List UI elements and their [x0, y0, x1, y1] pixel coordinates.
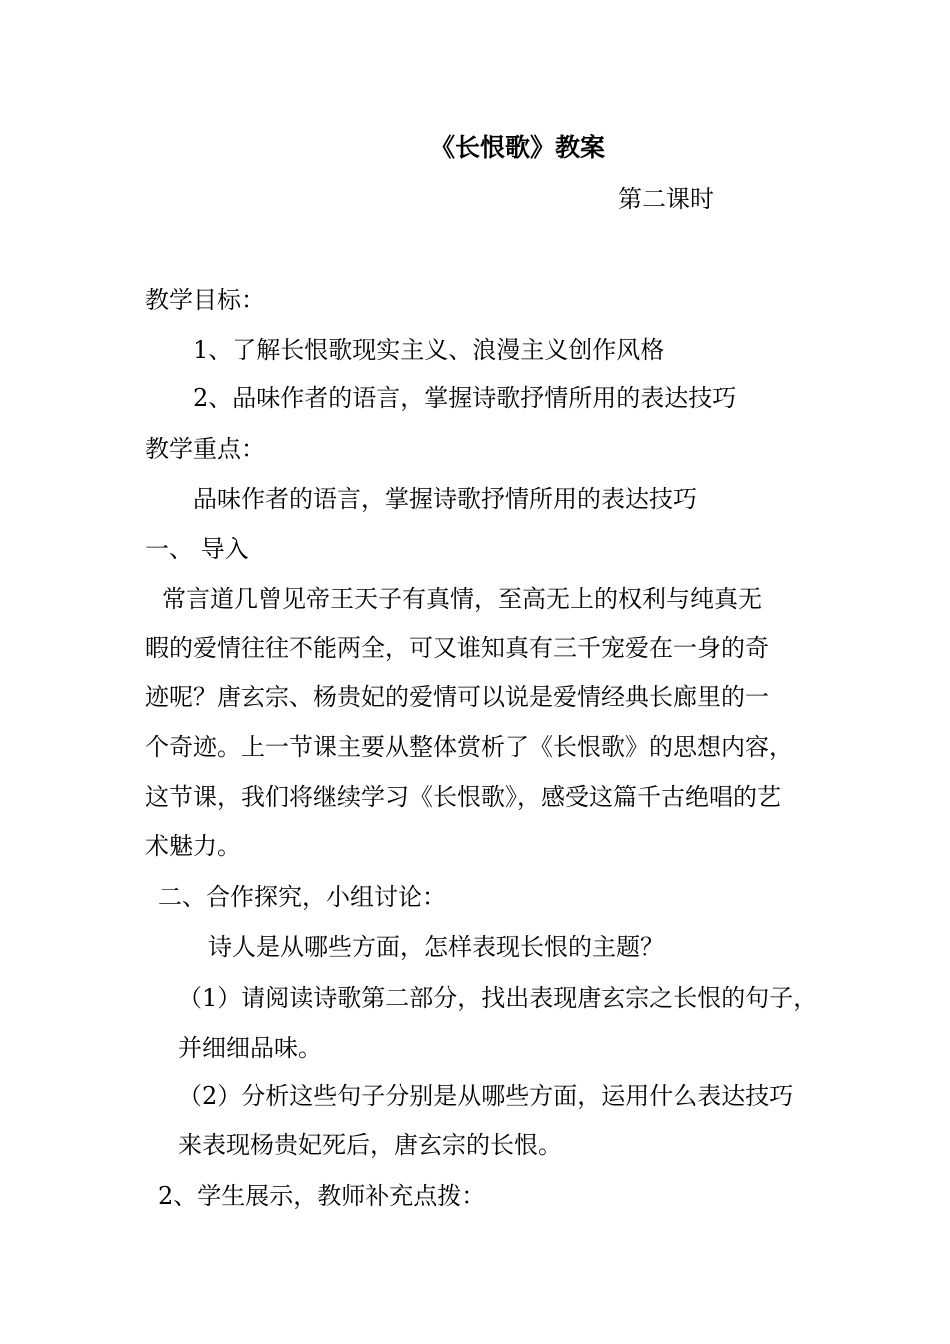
task-line: 来表现杨贵妃死后，唐玄宗的长恨。: [178, 1131, 562, 1159]
task-line: （1）请阅读诗歌第二部分，找出表现唐玄宗之长恨的句子，: [178, 984, 818, 1012]
task-line: 并细细品味。: [178, 1034, 322, 1062]
section-heading: 二、合作探究，小组讨论：: [158, 883, 446, 911]
objective-item: 2、品味作者的语言，掌握诗歌抒情所用的表达技巧: [193, 384, 737, 412]
paragraph-line: 常言道几曾见帝王天子有真情，至高无上的权利与纯真无: [162, 585, 762, 613]
paragraph-line: 这节课，我们将继续学习《长恨歌》，感受这篇千古绝唱的艺: [145, 783, 781, 811]
document-subtitle: 第二课时: [618, 185, 714, 213]
paragraph-line: 个奇迹。上一节课主要从整体赏析了《长恨歌》的思想内容，: [145, 733, 793, 761]
objectives-heading: 教学目标：: [145, 286, 265, 314]
document-title: 《长恨歌》教案: [430, 133, 606, 162]
focus-text: 品味作者的语言，掌握诗歌抒情所用的表达技巧: [193, 485, 697, 513]
section-heading: 一、 导入: [145, 535, 249, 563]
discussion-question: 诗人是从哪些方面，怎样表现长恨的主题？: [208, 933, 664, 961]
paragraph-line: 迹呢？唐玄宗、杨贵妃的爱情可以说是爱情经典长廊里的一: [145, 683, 769, 711]
focus-heading: 教学重点：: [145, 435, 265, 463]
paragraph-line: 术魅力。: [145, 832, 241, 860]
task-line: （2）分析这些句子分别是从哪些方面，运用什么表达技巧: [178, 1082, 794, 1110]
paragraph-line: 暇的爱情往往不能两全，可又谁知真有三千宠爱在一身的奇: [145, 634, 769, 662]
objective-item: 1、了解长恨歌现实主义、浪漫主义创作风格: [193, 336, 665, 364]
list-item: 2、学生展示，教师补充点拨：: [158, 1182, 486, 1210]
